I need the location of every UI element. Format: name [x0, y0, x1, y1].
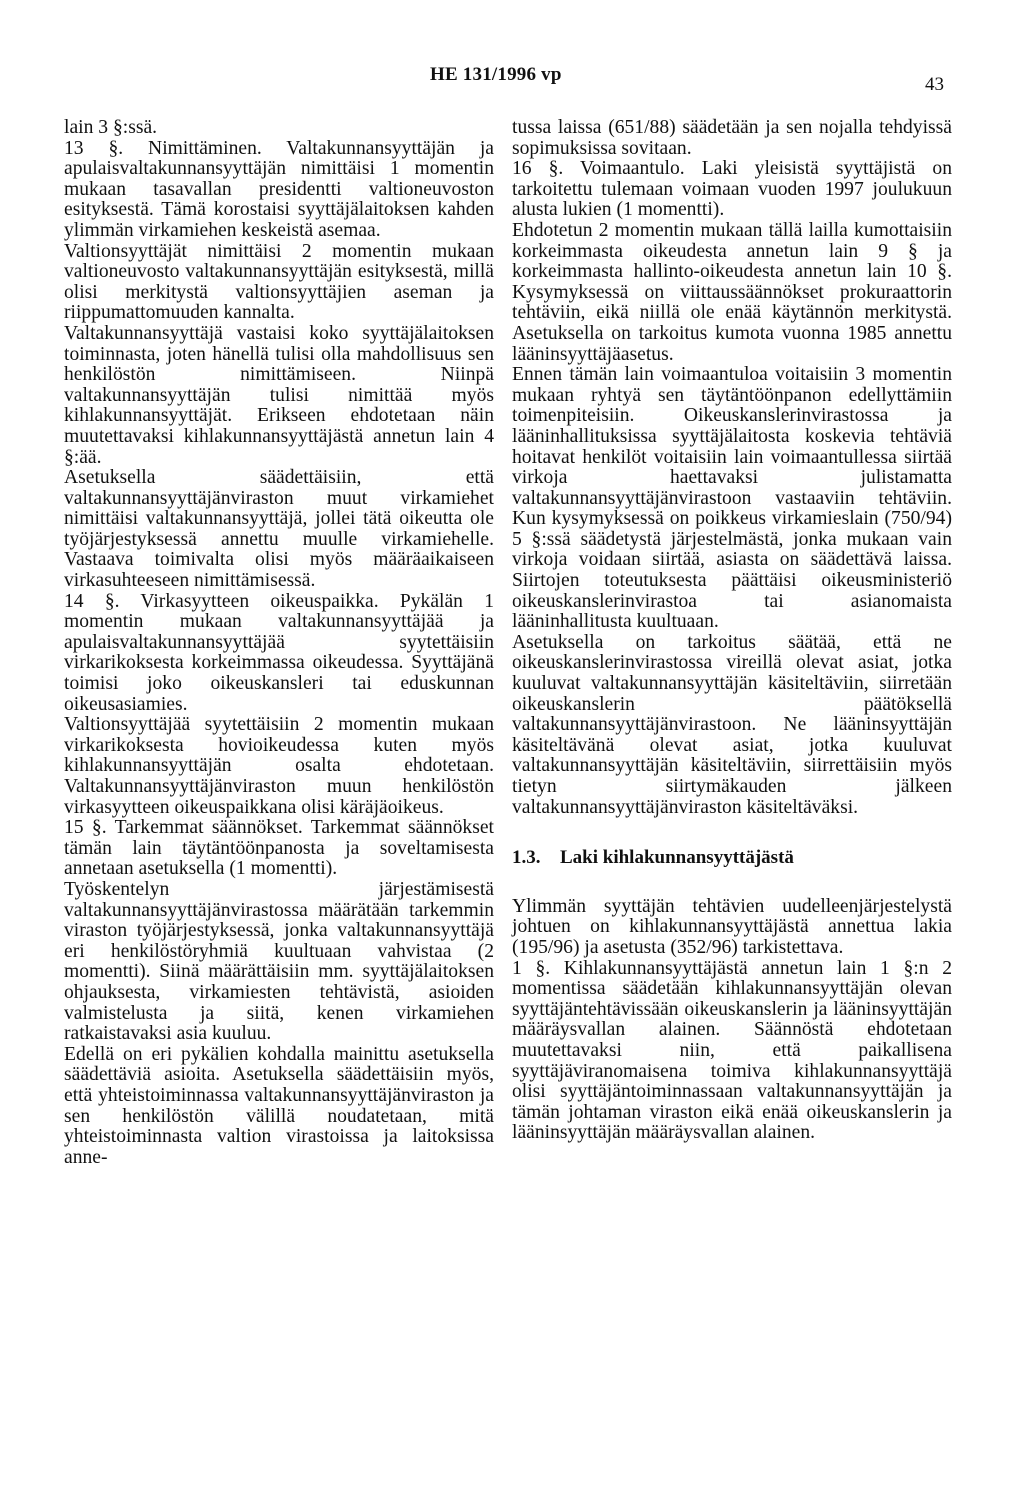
paragraph: Asetuksella on tarkoitus säätää, että ne oikeuskanslerinvirastossa vireillä olevat asiat, jotka kuuluvat valtakunnansyyttäjän käsiteltäviin, siirretään oikeuskanslerin päätöksellä valtakunnansyyttäjänvirastoon. Ne lääninsyyttäjän käsiteltävänä olevat asiat, jotka kuuluvat valtakunnansyyttäjän käsiteltäviin, siirrettäisiin myös tietyn siirtymäkauden jälkeen valtakunnansyyttäjänviraston käsiteltäväksi.	[512, 631, 952, 818]
section-title: Laki kihlakunnansyyttäjästä	[560, 847, 794, 869]
paragraph: tussa laissa (651/88) säädetään ja sen nojalla tehdyissä sopimuksissa sovitaan.	[512, 117, 952, 159]
paragraph: 15 §. Tarkemmat säännökset. Tarkemmat säännökset tämän lain täytäntöönpanosta ja soveltamisesta annetaan asetuksella (1 momentti).	[64, 817, 494, 880]
section-number: 1.3.	[512, 847, 541, 869]
page-header	[0, 64, 1024, 94]
paragraph: Ylimmän syyttäjän tehtävien uudelleenjärjestelystä johtuen on kihlakunnansyyttäjästä annettua lakia (195/96) ja asetusta (352/96) tarkistettava.	[512, 895, 952, 958]
paragraph: Ennen tämän lain voimaantuloa voitaisiin 3 momentin mukaan ryhtyä sen täytäntöönpanon edellyttämiin toimenpiteisiin. Oikeuskanslerinvirastossa ja lääninhallituksissa syyttäjälaitosta koskevia tehtäviä hoitavat henkilöt voitaisiin lain voimaantullessa siirtää virkoja haettavaksi julistamatta valtakunnansyyttäjänvirastoon vastaaviin tehtäviin. Kun kysymyksessä on poikkeus virkamieslain (750/94) 5 §:ssä säädetystä järjestelmästä, jonka mukaan vain virkoja voidaan siirtää, asiasta on säädettävä laissa. Siirtojen toteutuksesta päättäisi oikeusministeriö oikeuskanslerinvirastoa tai asianomaista lääninhallitusta kuultuaan.	[512, 364, 952, 633]
paragraph: 14 §. Virkasyytteen oikeuspaikka. Pykälän 1 momentin mukaan valtakunnansyyttäjää ja apulaisvaltakunnansyyttäjää syytettäisiin virkarikoksesta korkeimmassa oikeudessa. Syyttäjänä toimisi joko oikeuskansleri tai eduskunnan oikeusasiamies.	[64, 590, 494, 715]
paragraph: Valtionsyyttäjää syytettäisiin 2 momentin mukaan virkarikoksesta hovioikeudessa kuten myös kihlakunnansyyttäjän osalta ehdotetaan. Valtakunnansyyttäjänviraston muun henkilöstön virkasyytteen oikeuspaikkana olisi käräjäoikeus.	[64, 714, 494, 818]
paragraph: Ehdotetun 2 momentin mukaan tällä lailla kumottaisiin korkeimmasta oikeudesta annetun lain 9 § ja korkeimmasta hallinto-oikeudesta annetun lain 10 §. Kysymyksessä on viittaussäännökset prokuraattorin tehtäviin, eikä niillä ole enää käytännön merkitystä. Asetuksella on tarkoitus kumota vuonna 1985 annettu lääninsyyttäjäasetus.	[512, 219, 952, 365]
page-number: 43	[925, 74, 944, 95]
document-title: HE 131/1996 vp	[430, 64, 562, 85]
paragraph: Valtakunnansyyttäjä vastaisi koko syyttäjälaitoksen toiminnasta, joten hänellä tulisi olla mahdollisuus sen henkilöstön nimittämiseen. Niinpä valtakunnansyyttäjän tulisi nimittää myös kihlakunnansyyttäjät. Erikseen ehdotetaan näin muutettavaksi kihlakunnansyyttäjästä annetun lain 4 §:ää.	[64, 322, 494, 468]
section-heading	[512, 848, 952, 869]
paragraph: Asetuksella säädettäisiin, että valtakunnansyyttäjänviraston muut virkamiehet nimittäisi valtakunnansyyttäjä, jollei tätä oikeutta ole työjärjestyksessä annettu muulle virkamiehelle. Vastaava toimivalta olisi myös määräaikaiseen virkasuhteeseen nimittämisessä.	[64, 467, 494, 592]
paragraph: 16 §. Voimaantulo. Laki yleisistä syyttäjistä on tarkoitettu tulemaan voimaan vuoden 1997 joulukuun alusta lukien (1 momentti).	[512, 158, 952, 221]
left-column	[64, 118, 494, 1168]
paragraph: 1 §. Kihlakunnansyyttäjästä annetun lain 1 §:n 2 momentissa säädetään kihlakunnansyyttäjän olevan syyttäjäntehtävissään oikeuskanslerin ja lääninsyyttäjän määräysvallan alainen. Säännöstä ehdotetaan muutettavaksi niin, että paikallisena syyttäjäviranomaisena toimiva kihlakunnansyyttäjä olisi syyttäjäntoiminnassaan valtakunnansyyttäjän ja tämän johtaman viraston eikä enää oikeuskanslerin ja lääninsyyttäjän määräysvallan alainen.	[512, 957, 952, 1144]
paragraph: 13 §. Nimittäminen. Valtakunnansyyttäjän ja apulaisvaltakunnansyyttäjän nimittäisi 1 momentin mukaan tasavallan presidentti valtioneuvoston esityksestä. Tämä korostaisi syyttäjälaitoksen kahden ylimmän virkamiehen keskeistä asemaa.	[64, 137, 494, 241]
right-column	[512, 118, 952, 1144]
paragraph: lain 3 §:ssä.	[64, 117, 158, 138]
paragraph: Edellä on eri pykälien kohdalla mainittu asetuksella säädettäviä asioita. Asetuksella säädettäisiin myös, että yhteistoiminnassa valtakunnansyyttäjänviraston ja sen henkilöstön välillä noudatetaan, mitä yhteistoiminnasta valtion virastoissa ja laitoksissa anne-	[64, 1043, 494, 1168]
paragraph: Työskentelyn järjestämisestä valtakunnansyyttäjänvirastossa määrätään tarkemmin viraston työjärjestyksessä, jonka valtakunnansyyttäjä eri henkilöstöryhmiä kuultuaan vahvistaa (2 momentti). Siinä määrättäisiin mm. syyttäjälaitoksen ohjauksesta, virkamiesten tehtävistä, asioiden valmistelusta ja siitä, kenen virkamiehen ratkaistavaksi asia kuuluu.	[64, 878, 494, 1045]
paragraph: Valtionsyyttäjät nimittäisi 2 momentin mukaan valtioneuvosto valtakunnansyyttäjän esityksestä, millä olisi merkitystä valtionsyyttäjien aseman ja riippumattomuuden kannalta.	[64, 240, 494, 324]
